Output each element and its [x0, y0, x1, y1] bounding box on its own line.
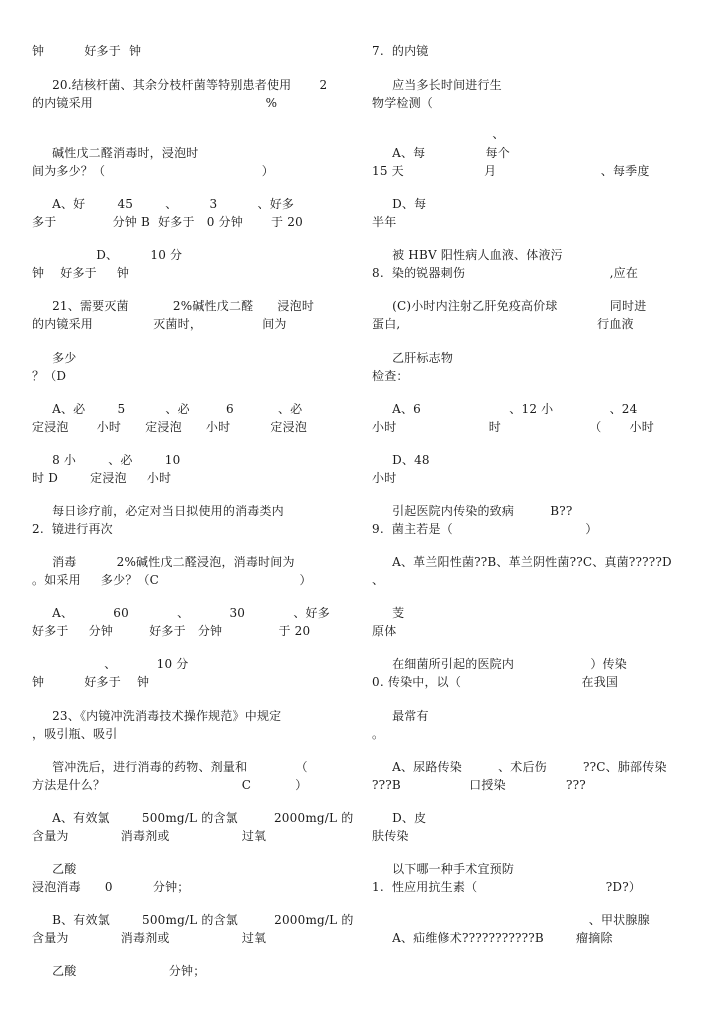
- text-line: 方法是什么？ C ）: [32, 778, 308, 792]
- text-line: 检查：: [372, 369, 409, 383]
- text-line: 小时 时 （ 小时: [372, 420, 654, 434]
- text-line: 0. 传染中，以（ 在我国: [372, 675, 619, 689]
- text-line: ？（D: [32, 369, 67, 383]
- text-line: 消毒 2%碱性戊二醛浸泡，消毒时间为: [32, 555, 295, 569]
- text-line: 含量为 消毒剂或 过氧: [32, 931, 267, 945]
- text-line: 23、《内镜冲洗消毒技术操作规范》中规定: [32, 709, 282, 723]
- text-line: 2. 镜进行再次: [32, 522, 113, 536]
- text-line: 芰: [372, 606, 405, 620]
- text-line: (C)小时内注射乙肝免疫高价球 同时进: [372, 299, 647, 313]
- text-line: 。: [372, 727, 385, 741]
- text-line: 物学检测（: [372, 96, 434, 110]
- text-line: A、每 每个: [372, 146, 510, 160]
- text-line: D、48: [372, 453, 430, 467]
- text-line: A、革兰阳性菌??B、革兰阴性菌??C、真菌?????D: [372, 555, 672, 569]
- text-line: 碱性戊二醛消毒时，浸泡时: [32, 146, 199, 160]
- text-line: 引起医院内传染的致病 B??: [372, 504, 573, 518]
- text-line: 最常有: [372, 709, 429, 723]
- text-line: 钟 好多于 钟: [32, 266, 130, 280]
- text-line: 21、需要灭菌 2%碱性戊二醛 浸泡时: [32, 299, 315, 313]
- text-line: D、 10 分: [32, 248, 183, 262]
- text-line: A、尿路传染 、术后伤 ??C、肺部传染: [372, 760, 667, 774]
- text-line: 的内镜采用 %: [32, 96, 278, 110]
- text-line: A、疝维修术???????????B 瘤摘除: [372, 931, 613, 945]
- text-line: 浸泡消毒 0 分钟；: [32, 880, 190, 894]
- text-line: D、每: [372, 197, 427, 211]
- text-line: 、 10 分: [32, 657, 189, 671]
- text-line: 应当多长时间进行生: [372, 78, 502, 92]
- text-line: D、皮: [372, 811, 427, 825]
- text-line: 的内镜采用 灭菌时， 间为: [32, 317, 287, 331]
- text-line: 蛋白, 行血液: [372, 317, 634, 331]
- text-line: 8. 染的锐器刺伤 ,应在: [372, 266, 639, 280]
- text-line: 乙酸: [32, 862, 77, 876]
- text-line: ???B 口授染 ???: [372, 778, 586, 792]
- text-line: 管冲洗后，进行消毒的药物、剂量和 （: [32, 760, 308, 774]
- text-line: 时 D 定浸泡 小时: [32, 471, 172, 485]
- text-line: 好多于 分钟 好多于 分钟 于 20: [32, 624, 311, 638]
- text-line: 8 小 、必 10: [32, 453, 181, 467]
- text-line: A、好 45 、 3 、好多: [32, 197, 295, 211]
- text-line: 9. 菌主若是（ ）: [372, 522, 598, 536]
- text-line: 乙肝标志物: [372, 351, 454, 365]
- text-line: 钟 好多于 钟: [32, 44, 142, 58]
- text-line: 多少: [32, 351, 77, 365]
- text-line: 乙酸 分钟；: [32, 964, 206, 978]
- text-line: 每日诊疗前，必定对当日拟使用的消毒类内: [32, 504, 284, 518]
- text-line: A、6 、12 小 、24: [372, 402, 638, 416]
- text-line: 以下哪一种手术宜预防: [372, 862, 515, 876]
- text-line: 在细菌所引起的医院内 ）传染: [372, 657, 627, 671]
- text-line: 、甲状腺腺: [372, 913, 650, 927]
- text-line: 原体: [372, 624, 397, 638]
- text-line: B、有效氯 500mg/L 的含氯 2000mg/L 的: [32, 913, 354, 927]
- text-line: 7. 的内镜: [372, 44, 429, 58]
- text-line: A、 60 、 30 、好多: [32, 606, 330, 620]
- text-line: 被 HBV 阳性病人血液、体液污: [372, 248, 563, 262]
- text-line: 、: [372, 127, 505, 141]
- text-line: 肤传染: [372, 829, 409, 843]
- text-line: 半年: [372, 215, 397, 229]
- text-line: 1. 性应用抗生素（ ?D?）: [372, 880, 642, 894]
- text-line: 小时: [372, 471, 397, 485]
- text-line: 20.结核杆菌、其余分枝杆菌等特别患者使用 2: [32, 78, 328, 92]
- text-line: 定浸泡 小时 定浸泡 小时 定浸泡: [32, 420, 308, 434]
- text-line: 间为多少？（ ）: [32, 164, 274, 178]
- text-line: A、有效氯 500mg/L 的含氯 2000mg/L 的: [32, 811, 354, 825]
- text-line: 钟 好多于 钟: [32, 675, 150, 689]
- text-line: 、: [372, 573, 385, 587]
- text-line: A、必 5 、必 6 、必: [32, 402, 303, 416]
- text-line: 多于 分钟 B 好多于 0 分钟 于 20: [32, 215, 303, 229]
- text-line: 15 天 月 、每季度: [372, 164, 650, 178]
- text-line: ，吸引瓶、吸引: [32, 727, 118, 741]
- text-line: 含量为 消毒剂或 过氧: [32, 829, 267, 843]
- text-line: 。如采用 多少？（C ）: [32, 573, 312, 587]
